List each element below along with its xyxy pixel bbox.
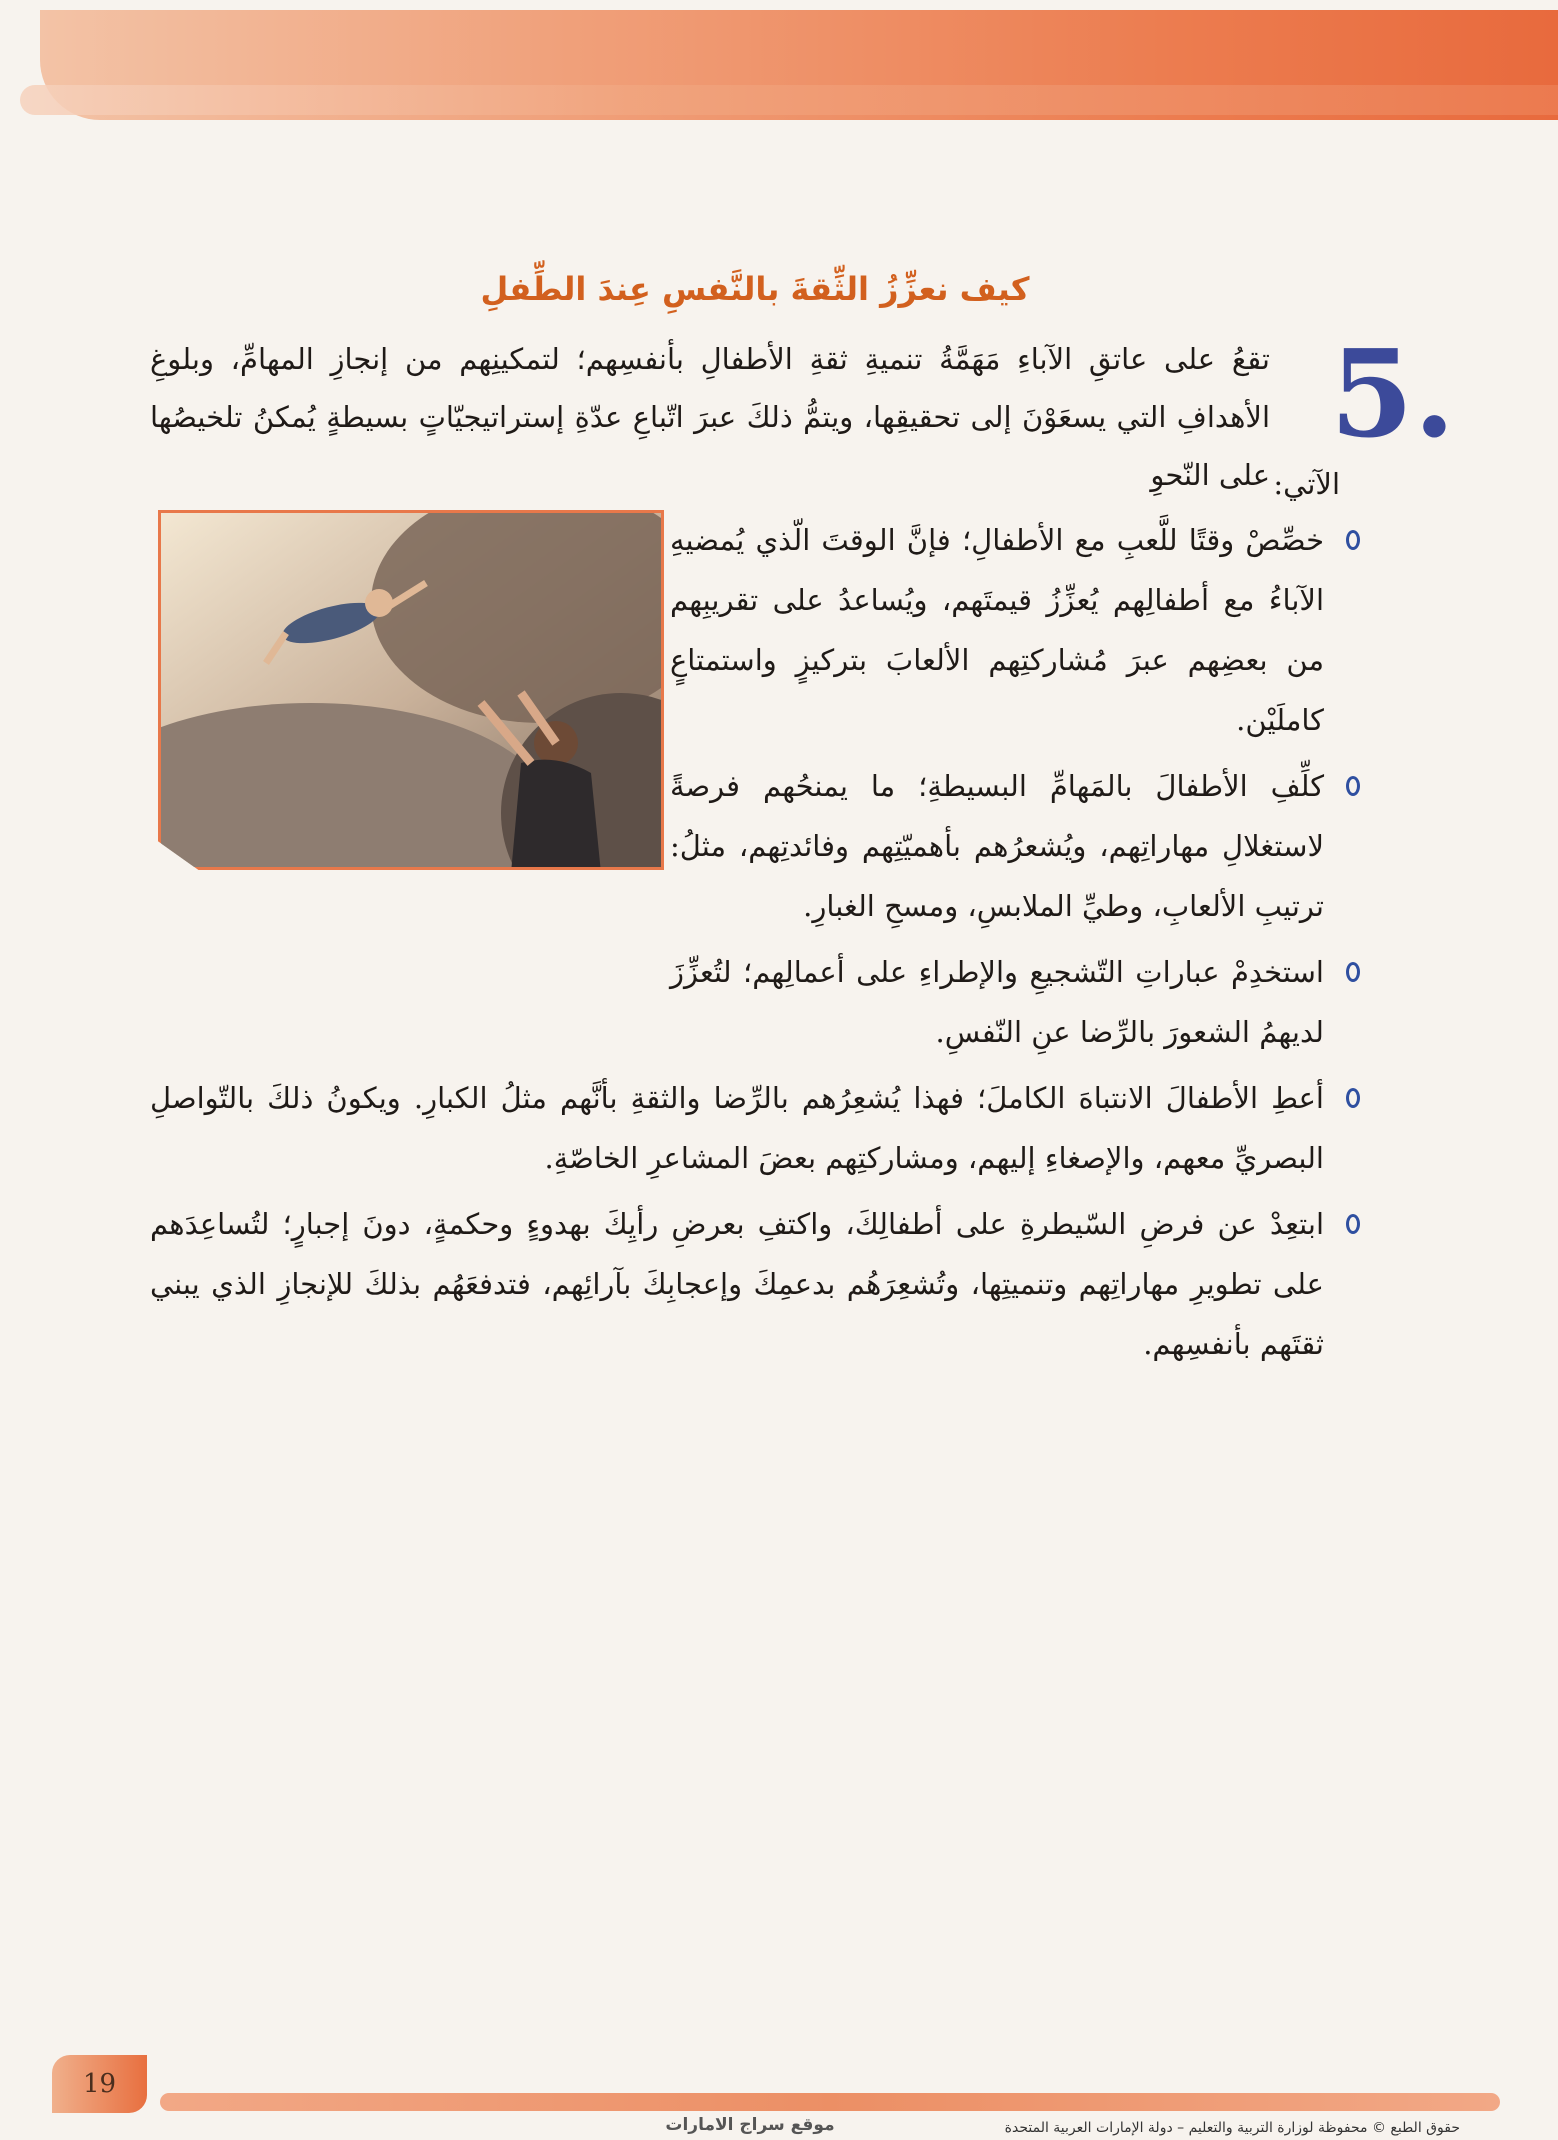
- bullet-icon: [1346, 1088, 1360, 1108]
- list-item: [150, 1194, 1360, 1374]
- footer-decorative-line: [160, 2093, 1500, 2111]
- bullet-icon: [1346, 530, 1360, 550]
- bullet-icon: [1346, 1214, 1360, 1234]
- copyright-notice: حقوق الطبع © محفوظة لوزارة التربية والتعليم – دولة الإمارات العربية المتحدة: [1004, 2120, 1460, 2136]
- list-item: [670, 756, 1360, 936]
- site-watermark: موقع سراج الامارات: [665, 2115, 835, 2135]
- strategies-list: [150, 510, 1360, 1380]
- section-number: 5.: [1330, 324, 1456, 465]
- intro-paragraph: تقعُ على عاتقِ الآباءِ مَهَمَّةُ تنميةِ ثقةِ الأطفالِ بأنفسِهم؛ لتمكينِهم من إنجازِ المهامِّ، وبلوغِ الأهدافِ التي يسعَوْنَ إلى تحقيقِها، ويتمُّ ذلكَ عبرَ اتّباعِ عدّةِ إستراتيجيّاتٍ بسيطةٍ يُمكنُ تلخيصُها على النّحوِ: [150, 342, 1270, 492]
- bullet-icon: [1346, 776, 1360, 796]
- top-decorative-strip: [20, 85, 1558, 115]
- page-number: 19: [52, 2055, 147, 2113]
- list-item: [670, 510, 1360, 750]
- list-item: [150, 1068, 1360, 1188]
- intro-paragraph-tail: الآتي:: [1273, 467, 1340, 501]
- list-item-text: أعطِ الأطفالَ الانتباهَ الكاملَ؛ فهذا يُشعِرُهم بالرِّضا والثقةِ بأنَّهم مثلُ الكبارِ. ويكونُ ذلكَ بالتّواصلِ البصريِّ معهم، والإصغاءِ إليهم، ومشاركتِهم بعضَ المشاعرِ الخاصّةِ.: [150, 1081, 1324, 1175]
- list-item-text: استخدِمْ عباراتِ التّشجيعِ والإطراءِ على أعمالِهم؛ لتُعزِّزَ لديهمُ الشعورَ بالرِّضا عنِ النّفسِ.: [670, 955, 1324, 1049]
- list-item-text: خصِّصْ وقتًا للَّعبِ مع الأطفالِ؛ فإنَّ الوقتَ الّذي يُمضيهِ الآباءُ مع أطفالِهم يُعزِّزُ قيمتَهم، ويُساعدُ على تقريبِهم من بعضِهم عبرَ مُشاركتِهم الألعابَ بتركيزٍ واستمتاعٍ كاملَيْن.: [670, 523, 1324, 737]
- list-item: [670, 942, 1360, 1062]
- section-heading: كيف نعزِّزُ الثِّقةَ بالنَّفسِ عِندَ الطِّفلِ: [480, 270, 1030, 308]
- bullet-icon: [1346, 962, 1360, 982]
- list-item-text: كلِّفِ الأطفالَ بالمَهامِّ البسيطةِ؛ ما يمنحُهم فرصةً لاستغلالِ مهاراتِهم، ويُشعرُهم بأهميّتِهم وفائدتِهم، مثلُ: ترتيبِ الألعابِ، وطيِّ الملابسِ، ومسحِ الغبارِ.: [670, 769, 1324, 923]
- list-item-text: ابتعِدْ عن فرضِ السّيطرةِ على أطفالِكَ، واكتفِ بعرضِ رأيِكَ بهدوءٍ وحكمةٍ، دونَ إجبارٍ؛ لتُساعِدَهم على تطويرِ مهاراتِهم وتنميتِها، وتُشعِرَهُم بدعمِكَ وإعجابِكَ بآرائِهم، فتدفعَهُم بذلكَ للإنجازِ الذي يبني ثقتَهم بأنفسِهم.: [150, 1207, 1324, 1361]
